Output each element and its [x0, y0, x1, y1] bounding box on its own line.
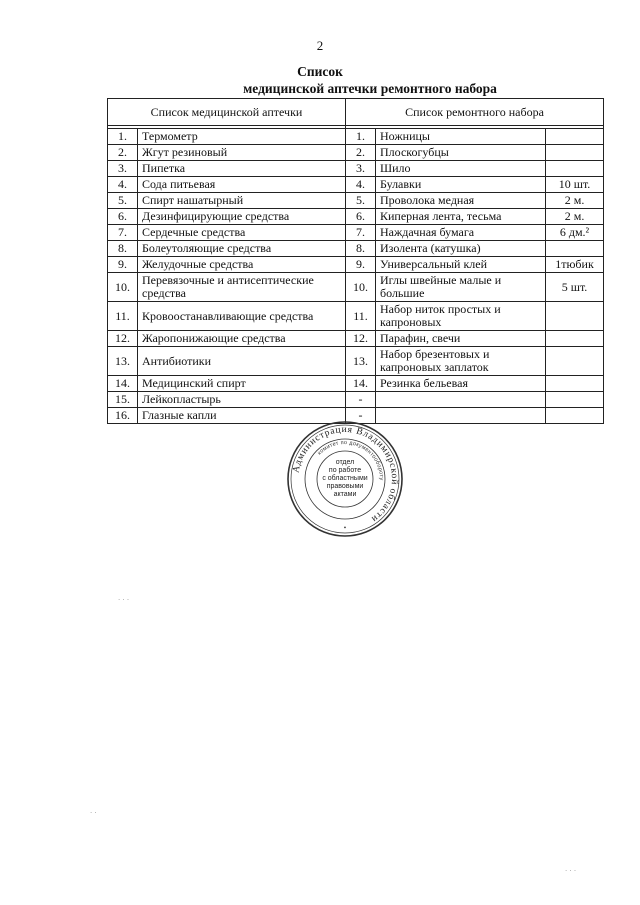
- left-column-header: Список медицинской аптечки: [108, 99, 346, 126]
- right-item-quantity: [546, 376, 604, 392]
- seal-center-text: [320, 454, 370, 504]
- table-row: [108, 145, 604, 161]
- left-item-number: 13.: [108, 347, 138, 376]
- left-item-name: Желудочные средства: [138, 257, 346, 273]
- right-item-number: 8.: [346, 241, 376, 257]
- left-item-number: 6.: [108, 209, 138, 225]
- right-item-name: Булавки: [376, 177, 546, 193]
- left-item-number: 14.: [108, 376, 138, 392]
- svg-text:•: •: [343, 524, 347, 532]
- table-row: [108, 161, 604, 177]
- right-item-quantity: [546, 347, 604, 376]
- seal-center-line: актами: [333, 491, 357, 498]
- page-number: 2: [316, 38, 324, 53]
- left-item-name: Болеутоляющие средства: [138, 241, 346, 257]
- right-item-name: Универсальный клей: [376, 257, 546, 273]
- right-item-quantity: [546, 408, 604, 424]
- seal-center-line: правовыми: [326, 483, 364, 490]
- seal-inner-text: комитет по документообороту: [316, 439, 385, 481]
- scan-speck: . .: [90, 806, 97, 815]
- left-item-number: 7.: [108, 225, 138, 241]
- left-item-number: 12.: [108, 331, 138, 347]
- left-item-number: 1.: [108, 129, 138, 145]
- seal-center-line: по работе: [328, 467, 362, 474]
- left-item-name: Спирт нашатырный: [138, 193, 346, 209]
- right-item-name: Набор ниток простых и капроновых: [376, 302, 546, 331]
- right-item-number: 2.: [346, 145, 376, 161]
- right-item-number: 11.: [346, 302, 376, 331]
- right-item-quantity: 2 м.: [546, 193, 604, 209]
- table-row: [108, 129, 604, 145]
- right-item-number: 7.: [346, 225, 376, 241]
- left-item-name: Термометр: [138, 129, 346, 145]
- left-item-number: 5.: [108, 193, 138, 209]
- right-item-name: Киперная лента, тесьма: [376, 209, 546, 225]
- scan-speck: . . .: [118, 593, 130, 602]
- left-item-number: 8.: [108, 241, 138, 257]
- left-item-name: Медицинский спирт: [138, 376, 346, 392]
- right-item-number: 10.: [346, 273, 376, 302]
- table-row: [108, 392, 604, 408]
- right-item-quantity: 10 шт.: [546, 177, 604, 193]
- scan-speck: . . .: [565, 864, 577, 873]
- right-item-quantity: 6 дм.²: [546, 225, 604, 241]
- right-item-name: [376, 392, 546, 408]
- left-item-number: 11.: [108, 302, 138, 331]
- left-item-number: 15.: [108, 392, 138, 408]
- right-item-number: 4.: [346, 177, 376, 193]
- right-item-quantity: 5 шт.: [546, 273, 604, 302]
- seal-center-line: с областными: [322, 475, 368, 482]
- right-item-number: -: [346, 392, 376, 408]
- right-item-quantity: [546, 392, 604, 408]
- document-subtitle: медицинской аптечки ремонтного набора: [243, 81, 497, 96]
- left-item-name: Сода питьевая: [138, 177, 346, 193]
- left-item-name: Сердечные средства: [138, 225, 346, 241]
- table-row: [108, 331, 604, 347]
- official-seal: [286, 420, 404, 538]
- left-item-number: 2.: [108, 145, 138, 161]
- left-item-number: 16.: [108, 408, 138, 424]
- right-item-quantity: [546, 145, 604, 161]
- table-row: [108, 209, 604, 225]
- right-item-number: -: [346, 408, 376, 424]
- right-item-number: 6.: [346, 209, 376, 225]
- right-item-quantity: [546, 161, 604, 177]
- right-item-number: 13.: [346, 347, 376, 376]
- left-item-number: 10.: [108, 273, 138, 302]
- table-row: [108, 376, 604, 392]
- left-item-name: Пипетка: [138, 161, 346, 177]
- right-item-number: 14.: [346, 376, 376, 392]
- document-title: Список: [297, 64, 343, 79]
- right-item-name: Иглы швейные малые и большие: [376, 273, 546, 302]
- left-item-name: Жаропонижающие средства: [138, 331, 346, 347]
- left-item-name: Жгут резиновый: [138, 145, 346, 161]
- table-row: [108, 273, 604, 302]
- table-row: [108, 177, 604, 193]
- table-row: [108, 193, 604, 209]
- table-header-row: [108, 99, 604, 126]
- right-item-number: 9.: [346, 257, 376, 273]
- table-row: [108, 302, 604, 331]
- table-row: [108, 241, 604, 257]
- right-column-header: Список ремонтного набора: [346, 99, 604, 126]
- right-item-name: Резинка бельевая: [376, 376, 546, 392]
- left-item-name: Лейкопластырь: [138, 392, 346, 408]
- right-item-quantity: [546, 302, 604, 331]
- left-item-name: Глазные капли: [138, 408, 346, 424]
- seal-outer-text: Администрация Владимирской области: [291, 424, 400, 525]
- right-item-number: 3.: [346, 161, 376, 177]
- right-item-quantity: [546, 331, 604, 347]
- right-item-name: Проволока медная: [376, 193, 546, 209]
- right-item-quantity: [546, 241, 604, 257]
- right-item-name: Изолента (катушка): [376, 241, 546, 257]
- left-item-name: Перевязочные и антисептические средства: [138, 273, 346, 302]
- right-item-name: Шило: [376, 161, 546, 177]
- right-item-name: Ножницы: [376, 129, 546, 145]
- equipment-table: [107, 98, 604, 424]
- right-item-quantity: 1тюбик: [546, 257, 604, 273]
- right-item-name: Набор брезентовых и капроновых заплаток: [376, 347, 546, 376]
- right-item-number: 1.: [346, 129, 376, 145]
- right-item-number: 12.: [346, 331, 376, 347]
- right-item-number: 5.: [346, 193, 376, 209]
- right-item-name: Плоскогубцы: [376, 145, 546, 161]
- table-row: [108, 257, 604, 273]
- left-item-number: 4.: [108, 177, 138, 193]
- right-item-quantity: [546, 129, 604, 145]
- left-item-name: Кровоостанавливающие средства: [138, 302, 346, 331]
- right-item-name: Парафин, свечи: [376, 331, 546, 347]
- left-item-number: 3.: [108, 161, 138, 177]
- table-row: [108, 347, 604, 376]
- right-item-name: Наждачная бумага: [376, 225, 546, 241]
- left-item-name: Антибиотики: [138, 347, 346, 376]
- table-row: [108, 225, 604, 241]
- seal-center-line: отдел: [335, 459, 355, 466]
- left-item-number: 9.: [108, 257, 138, 273]
- right-item-quantity: 2 м.: [546, 209, 604, 225]
- left-item-name: Дезинфицирующие средства: [138, 209, 346, 225]
